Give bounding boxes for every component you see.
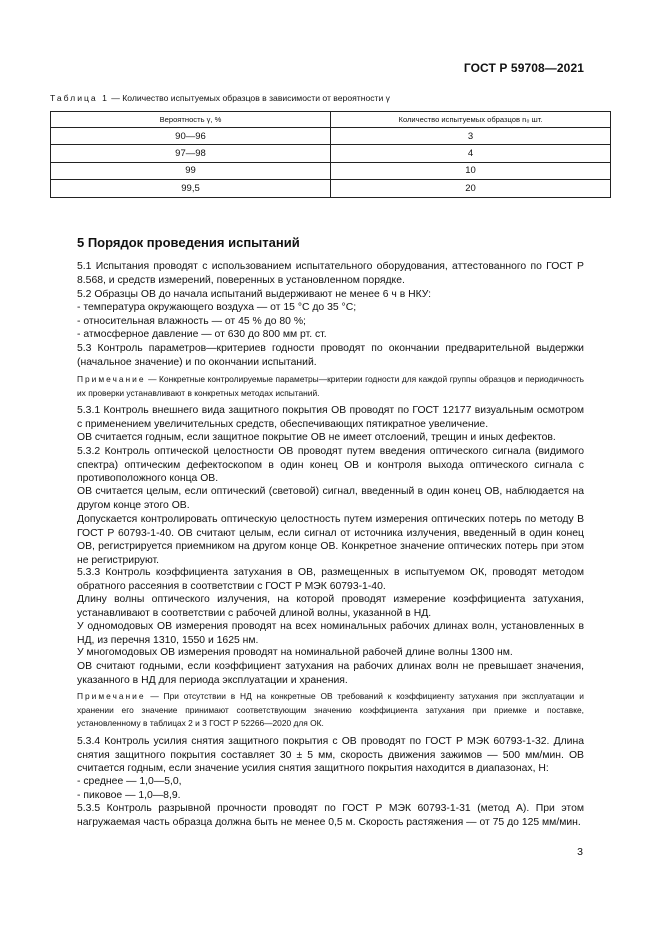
- table-row: [51, 145, 611, 162]
- paragraph-5-3: 5.3 Контроль параметров—критериев годности проводят по окончании предварительной выдержки (начальное значение) и по окончании испытаний.: [77, 343, 584, 368]
- paragraph-5-1: [77, 260, 584, 287]
- table-row: [51, 128, 611, 145]
- list-item: - относительная влажность — от 45 % до 80 %;: [77, 316, 306, 327]
- paragraph-5-2: 5.2 Образцы ОВ до начала испытаний выдерживают не менее 6 ч в НКУ:: [77, 289, 432, 300]
- note-1: [77, 373, 584, 400]
- table-header-row: [51, 112, 611, 128]
- paragraph-5-3-5: 5.3.5 Контроль разрывной прочности проводят по ГОСТ Р МЭК 60793-1-31 (метод А). При этом нагружаемая часть образца должна быть не менее 0,5 м. Скорость растяжения — от 75 до 125 мм/мин.: [77, 803, 584, 828]
- table-cell: 90—96: [51, 128, 331, 145]
- list-item: - пиковое — 1,0—8,9.: [77, 790, 181, 801]
- paragraph-5-3-1: 5.3.1 Контроль внешнего вида защитного покрытия ОВ проводят по ГОСТ 12177 визуальным осмотром с применением увеличительных средств, обеспечивающих пятикратное увеличение.: [77, 405, 584, 430]
- paragraph: Допускается контролировать оптическую целостность путем измерения оптических потерь по методу В ГОСТ Р 60793-1-40. ОВ считают целым, если сигнал от источника излучения, введенный в один конец ОВ, регистрируется приемником на другом конце ОВ. Конкретное значение оптических потерь при этом не регистрируют.: [77, 514, 584, 566]
- list-item: - среднее — 1,0—5,0,: [77, 776, 182, 787]
- note-2: [77, 690, 584, 731]
- paragraph: У многомодовых ОВ измерения проводят на номинальной рабочей длине волны 1300 нм.: [77, 647, 513, 658]
- table-cell: 4: [331, 145, 611, 162]
- note-label: Примечание: [77, 374, 146, 384]
- note-text: — При отсутствии в НД на конкретные ОВ требований к коэффициенту затухания при эксплуатации и хранении его значение принимают соответствующим значению коэффициента затухания при приемке и поставке, установленному в таблицах 2 и 3 ГОСТ Р 52266—2020 для ОК.: [77, 691, 584, 728]
- paragraph-5-3-4: 5.3.4 Контроль усилия снятия защитного покрытия с ОВ проводят по ГОСТ Р МЭК 60793-1-32. Длина снятия защитного покрытия составляет 30 ± 5 мм, скорость движения зажимов — 500 мм/мин. ОВ считается годным, если значение усилия снятия защитного покрытия находится в диапазонах, Н:: [77, 736, 584, 774]
- document-header: ГОСТ Р 59708—2021: [463, 61, 584, 75]
- note-label: Примечание: [77, 691, 146, 701]
- paragraph: ОВ считается целым, если оптический (световой) сигнал, введенный в один конец ОВ, наблюдается на другом конце этого ОВ.: [77, 486, 584, 511]
- table-cell: 3: [331, 128, 611, 145]
- section-title: 5 Порядок проведения испытаний: [77, 235, 300, 250]
- table-cell: 97—98: [51, 145, 331, 162]
- table-cell: 10: [331, 162, 611, 179]
- table-cell: 20: [331, 180, 611, 197]
- page-number: 3: [577, 846, 583, 858]
- samples-table: [50, 111, 611, 198]
- note-text: — Конкретные контролируемые параметры—критерии годности для каждой группы образцов и периодичность их проверки устанавливают в конкретных методах испытаний.: [77, 374, 584, 398]
- table-row: [51, 162, 611, 179]
- table-caption: [50, 93, 390, 103]
- paragraph: Длину волны оптического излучения, на которой проводят измерение коэффициента затухания, устанавливают в соответствии с рабочей длиной волны, указанной в НД.: [77, 594, 584, 619]
- paragraph: ОВ считают годными, если коэффициент затухания на рабочих длинах волн не превышает значения, указанного в НД для периода эксплуатации и хранения.: [77, 661, 584, 686]
- table-caption-text: — Количество испытуемых образцов в зависимости от вероятности γ: [108, 93, 390, 103]
- table-cell: 99,5: [51, 180, 331, 197]
- table-caption-label: Таблица 1: [50, 93, 109, 103]
- column-header-quantity: Количество испытуемых образцов n₀ шт.: [331, 112, 611, 128]
- paragraph-text: 5.1 Испытания проводят с использованием испытательного оборудования, аттестованного по ГОСТ Р 8.568, и средств измерений, поверенных в установленном порядке.: [77, 261, 584, 286]
- table-cell: 99: [51, 162, 331, 179]
- paragraph-5-3-3: 5.3.3 Контроль коэффициента затухания в ОВ, размещенных в испытуемом ОК, проводят методом обратного рассеяния в соответствии с ГОСТ Р МЭК 60793-1-40.: [77, 567, 584, 592]
- column-header-probability: Вероятность γ, %: [51, 112, 331, 128]
- paragraph: У одномодовых ОВ измерения проводят на всех номинальных рабочих длинах волн, установленных в НД, из перечня 1310, 1550 и 1625 нм.: [77, 621, 584, 646]
- list-item: - атмосферное давление — от 630 до 800 мм рт. ст.: [77, 329, 327, 340]
- list-item: - температура окружающего воздуха — от 15 °С до 35 °С;: [77, 302, 357, 313]
- table-row: [51, 180, 611, 197]
- paragraph: ОВ считается годным, если защитное покрытие ОВ не имеет отслоений, трещин и иных дефектов.: [77, 432, 556, 443]
- paragraph-5-3-2: 5.3.2 Контроль оптической целостности ОВ проводят путем введения оптического сигнала (видимого спектра) оптическим дефектоскопом в один конец ОВ и контроля выхода оптического сигнала с противоположного конца ОВ.: [77, 446, 584, 484]
